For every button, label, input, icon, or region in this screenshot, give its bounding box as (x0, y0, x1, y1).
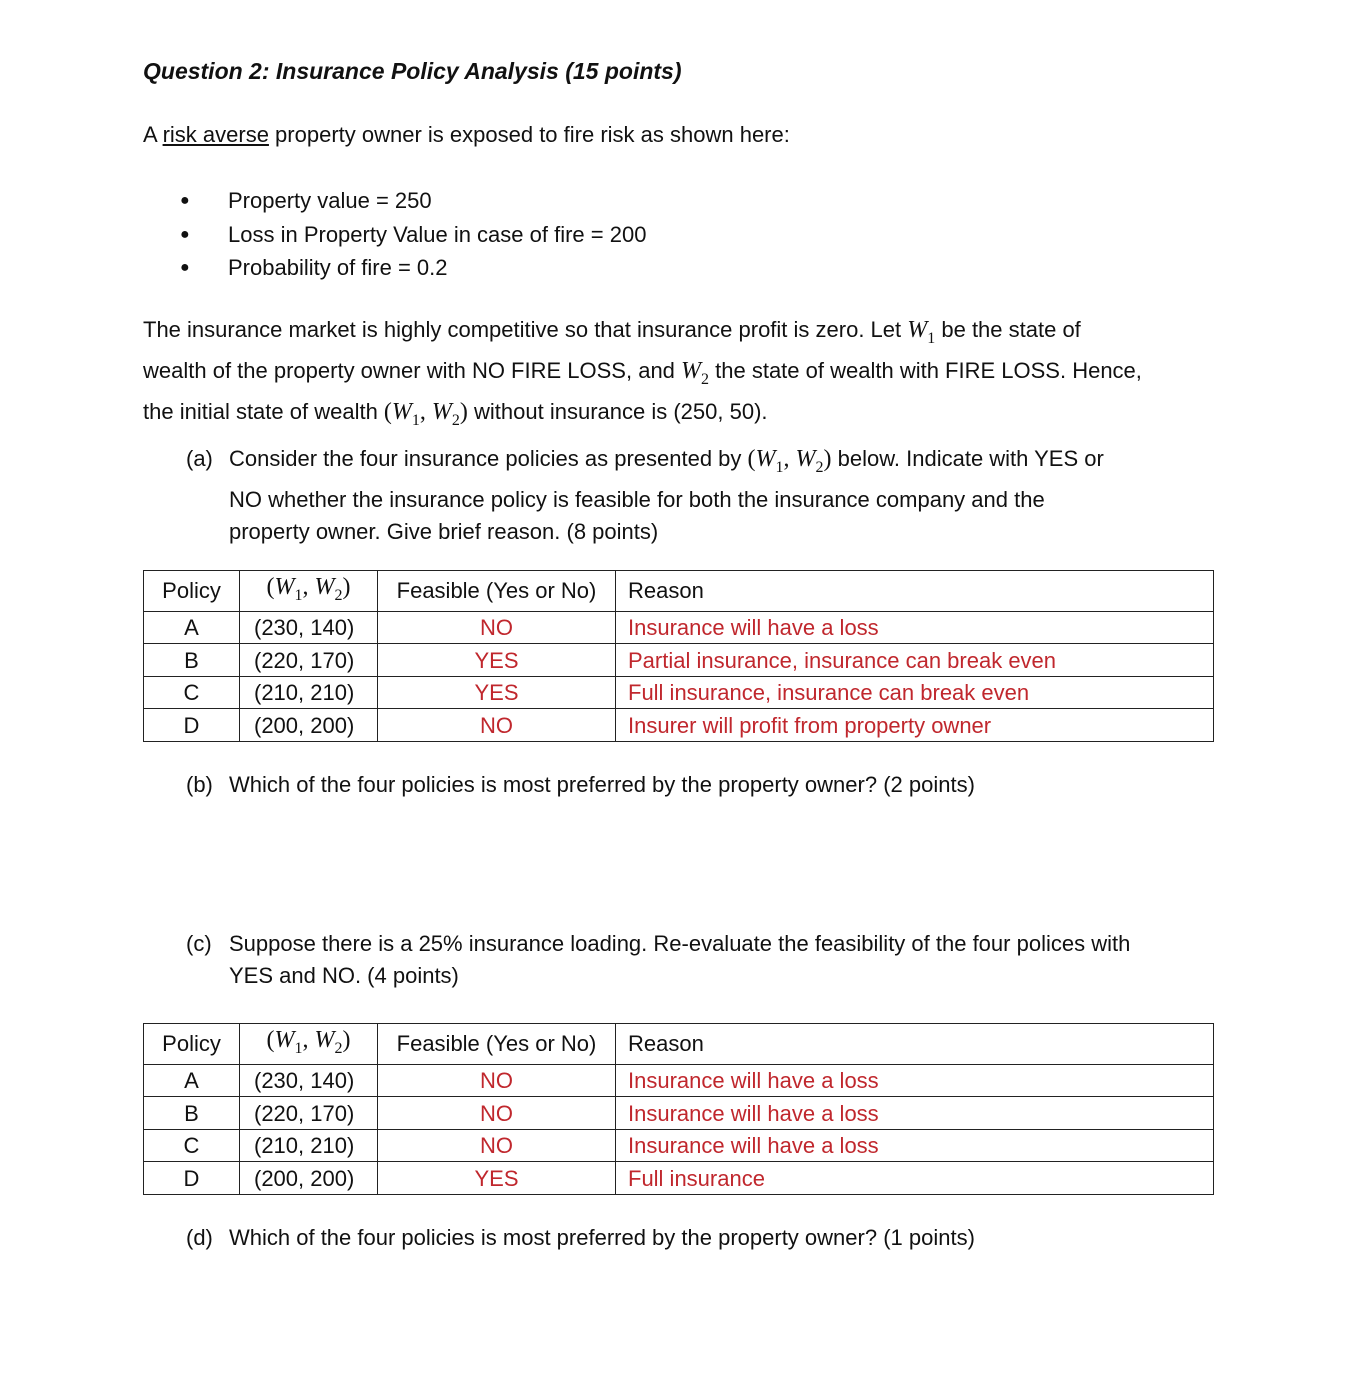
table-row (144, 1097, 1214, 1130)
feasible-cell: NO (378, 1129, 616, 1162)
question-d-text: Which of the four policies is most preferred by the property owner? (1 points) (229, 1225, 975, 1250)
question-c-text: Suppose there is a 25% insurance loading. Re-evaluate the feasibility of the four polices with YES and NO. (4 points) (229, 931, 1131, 988)
policy-cell: A (144, 611, 240, 644)
table-row (144, 1162, 1214, 1195)
reason-cell: Insurer will profit from property owner (616, 709, 1214, 742)
header-wealth: ($W_1$, $W_2$) (240, 1024, 378, 1065)
policy-table-a (143, 570, 1214, 742)
intro-paragraph (143, 119, 790, 151)
header-policy: Policy (144, 1024, 240, 1065)
reason-cell: Insurance will have a loss (616, 611, 1214, 644)
question-b-text: Which of the four policies is most preferred by the property owner? (2 points) (229, 772, 975, 797)
feasible-cell: NO (378, 1097, 616, 1130)
policy-cell: D (144, 1162, 240, 1195)
feasible-cell: YES (378, 676, 616, 709)
wealth-cell: (210, 210) (240, 676, 378, 709)
table-row (144, 644, 1214, 677)
reason-cell: Insurance will have a loss (616, 1097, 1214, 1130)
intro-suffix: property owner is exposed to fire risk as shown here: (268, 122, 790, 147)
feasible-cell: NO (378, 709, 616, 742)
list-item: ● Property value = 250 (180, 184, 646, 218)
wealth-cell: (220, 170) (240, 1097, 378, 1130)
policy-cell: B (144, 1097, 240, 1130)
market-line-3: the initial state of wealth ($W_1$, $W_2$) without insurance is (250, 50). (143, 398, 768, 429)
policy-cell: D (144, 709, 240, 742)
wealth-cell: (200, 200) (240, 709, 378, 742)
header-reason: Reason (616, 1024, 1214, 1065)
wealth-cell: (230, 140) (240, 1064, 378, 1097)
market-line-1: The insurance market is highly competitive so that insurance profit is zero. Let $W_1$ be the state of (143, 317, 1081, 347)
table-row (144, 1064, 1214, 1097)
table-row (144, 709, 1214, 742)
header-reason: Reason (616, 571, 1214, 612)
table-row (144, 1129, 1214, 1162)
list-item: ● Probability of fire = 0.2 (180, 251, 646, 285)
question-a-text: Consider the four insurance policies as presented by ($W_1$, $W_2$) below. Indicate with YES or NO whether the insurance policy is feasible for both the insurance company and the property owner. Give brief reason. (8 points) (229, 446, 1104, 544)
reason-cell: Full insurance (616, 1162, 1214, 1195)
table-header-row (144, 571, 1214, 612)
wealth-cell: (200, 200) (240, 1162, 378, 1195)
list-item: ● Loss in Property Value in case of fire = 200 (180, 218, 646, 252)
wealth-cell: (230, 140) (240, 611, 378, 644)
market-paragraph (143, 314, 1233, 436)
reason-cell: Insurance will have a loss (616, 1064, 1214, 1097)
feasible-cell: NO (378, 1064, 616, 1097)
intro-underlined: risk averse (162, 122, 269, 147)
question-d-label: (d) (186, 1225, 213, 1250)
question-b-label: (b) (186, 772, 213, 797)
reason-cell: Partial insurance, insurance can break even (616, 644, 1214, 677)
table-row (144, 611, 1214, 644)
question-a-label: (a) (186, 446, 213, 471)
wealth-cell: (220, 170) (240, 644, 378, 677)
policy-cell: C (144, 676, 240, 709)
header-feasible: Feasible (Yes or No) (378, 571, 616, 612)
page-title: Question 2: Insurance Policy Analysis (15 points) (143, 58, 682, 84)
reason-cell: Full insurance, insurance can break even (616, 676, 1214, 709)
header-wealth: ($W_1$, $W_2$) (240, 571, 378, 612)
feasible-cell: YES (378, 644, 616, 677)
property-facts-list (180, 184, 646, 285)
policy-cell: A (144, 1064, 240, 1097)
feasible-cell: YES (378, 1162, 616, 1195)
table-header-row (144, 1024, 1214, 1065)
market-line-2: wealth of the property owner with NO FIRE LOSS, and $W_2$ the state of wealth with FIRE LOSS. Hence, (143, 357, 1142, 388)
feasible-cell: NO (378, 611, 616, 644)
wealth-cell: (210, 210) (240, 1129, 378, 1162)
header-feasible: Feasible (Yes or No) (378, 1024, 616, 1065)
policy-cell: C (144, 1129, 240, 1162)
policy-cell: B (144, 644, 240, 677)
header-policy: Policy (144, 571, 240, 612)
policy-table-c (143, 1023, 1214, 1195)
table-row (144, 676, 1214, 709)
question-c-label: (c) (186, 931, 212, 956)
intro-prefix: A (143, 122, 163, 147)
reason-cell: Insurance will have a loss (616, 1129, 1214, 1162)
